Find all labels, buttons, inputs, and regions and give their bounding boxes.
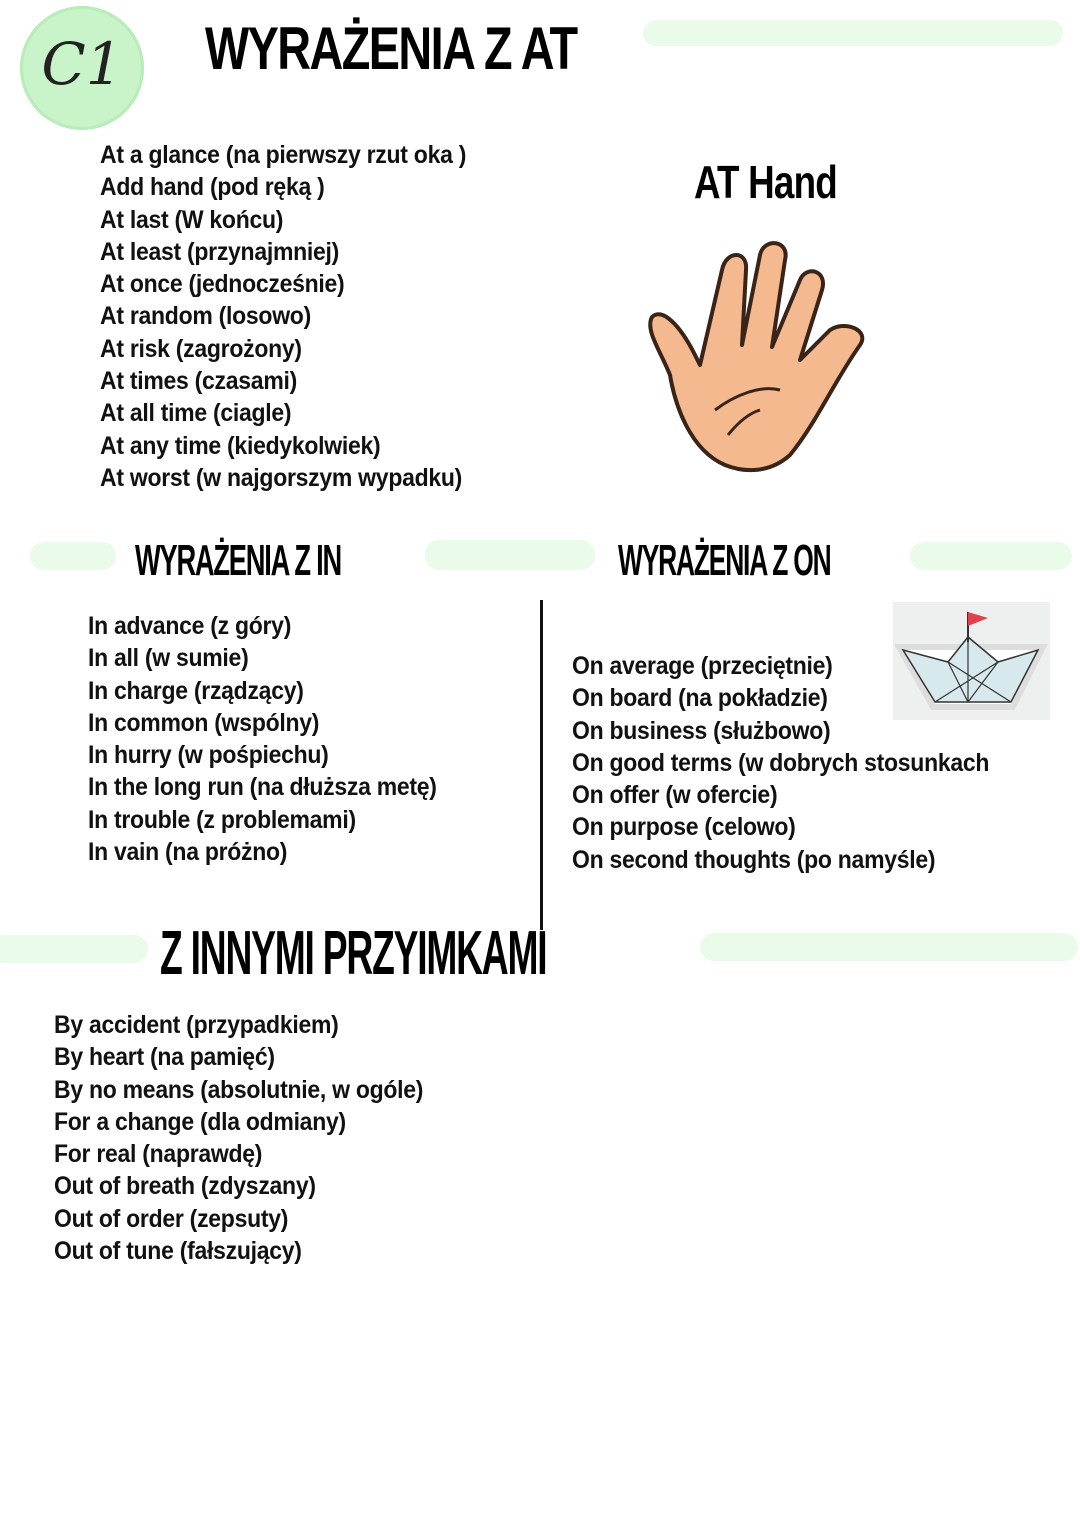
list-in [88,610,467,868]
column-divider [540,600,543,930]
list-item: By heart (na pamięć) [54,1043,275,1072]
list-item: Out of tune (fałszujący) [54,1237,302,1266]
section-title-in: WYRAŻENIA Z IN [135,536,341,585]
list-item: On average (przeciętnie) [572,652,833,680]
list-item: At a glance (na pierwszy rzut oka ) [100,141,467,169]
list-at [100,139,498,494]
list-item: At once (jednocześnie) [100,270,345,299]
list-item: At times (czasami) [100,367,297,396]
list-item: At worst (w najgorszym wypadku) [100,463,463,492]
image-caption: AT Hand [694,156,837,208]
list-item: In charge (rządzący) [88,676,304,705]
decor-bar [643,20,1063,46]
list-on [572,650,1025,876]
list-item: At any time (kiedykolwiek) [100,431,381,460]
list-item: On purpose (celowo) [572,813,796,842]
list-item: On good terms (w dobrych stosunkach [572,748,990,777]
list-item: By no means (absolutnie, w ogóle) [54,1075,424,1104]
hand-illustration [640,235,880,475]
list-item: On second thoughts (po namyśle) [572,845,936,874]
decor-bar [700,933,1078,961]
list-item: On business (służbowo) [572,716,831,745]
decor-bar [910,542,1072,570]
level-badge [20,6,144,130]
list-item: In trouble (z problemami) [88,805,356,834]
list-item: By accident (przypadkiem) [54,1011,339,1039]
decor-bar [30,542,116,570]
list-other [54,1009,455,1267]
list-item: Add hand (pod ręką ) [100,173,325,202]
list-item: At last (W końcu) [100,205,284,234]
list-item: On offer (w ofercie) [572,781,778,810]
list-item: On board (na pokładzie) [572,684,828,713]
decor-bar [425,540,595,570]
section-title-at: WYRAŻENIA Z AT [205,15,577,82]
list-item: In all (w sumie) [88,644,249,673]
list-item: In hurry (w pośpiechu) [88,741,329,770]
level-badge-text: C1 [41,30,123,98]
list-item: At least (przynajmniej) [100,237,340,266]
section-title-on: WYRAŻENIA Z ON [618,536,831,585]
list-item: In vain (na próżno) [88,838,288,867]
list-item: At random (losowo) [100,302,311,331]
list-item: For real (naprawdę) [54,1140,263,1169]
list-item: Out of order (zepsuty) [54,1204,289,1233]
list-item: In common (wspólny) [88,708,320,737]
list-item: In the long run (na dłuższa metę) [88,773,437,802]
list-item: Out of breath (zdyszany) [54,1172,316,1201]
decor-bar [0,935,148,963]
list-item: At risk (zagrożony) [100,334,302,363]
section-title-other: Z INNYMI PRZYIMKAMI [160,919,547,988]
list-item: For a change (dla odmiany) [54,1107,346,1136]
list-item: At all time (ciagle) [100,399,292,428]
list-item: In advance (z góry) [88,612,292,640]
